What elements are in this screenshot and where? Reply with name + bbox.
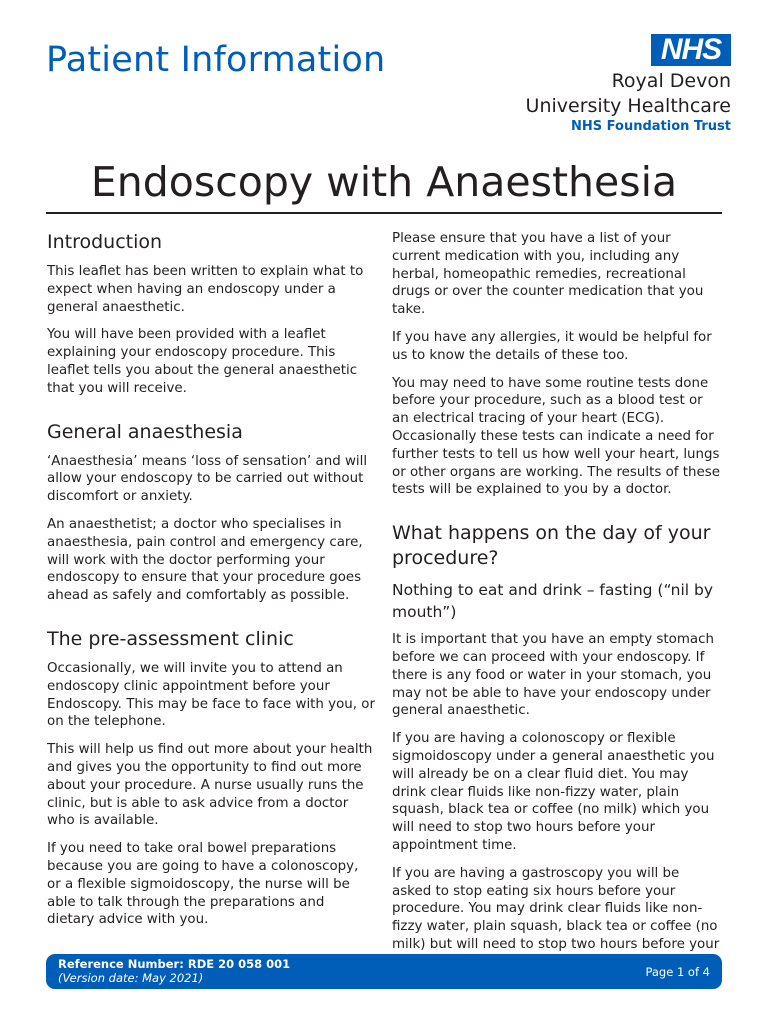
routine-tests-paragraph: You may need to have some routine tests done before your procedure, such as a blood test or an electrical tracing of your heart (ECG). Occasionally these tests can indicate a need for further tests to tell us how well your heart, lungs or other organs are working. The results of these tests will be explained to you by a doctor. bbox=[392, 375, 720, 498]
nhs-logo: NHS bbox=[651, 34, 731, 66]
pre-assessment-paragraph-2: This will help us find out more about your health and gives you the opportunity to find out more about your procedure. A nurse usually runs the clinic, but is able to ask advice from a doctor who is available. bbox=[47, 742, 373, 829]
document-title: Endoscopy with Anaesthesia bbox=[90, 158, 678, 206]
organisation-name bbox=[526, 69, 731, 135]
org-name-line1: Royal Devon bbox=[611, 70, 731, 92]
day-of-procedure-heading: What happens on the day of your procedure? bbox=[392, 522, 711, 570]
footer-bar bbox=[46, 954, 722, 989]
pre-assessment-paragraph-3: If you need to take oral bowel preparations because you are going to have a colonoscopy, or a flexible sigmoidoscopy, the nurse will be able to talk through the preparations and dietary advice with you. bbox=[47, 841, 359, 928]
gastroscopy-fasting-paragraph: If you are having a gastroscopy you will be asked to stop eating six hours before your procedure. You may drink clear fluids like non-fizzy water, plain squash, black tea or coffee (no milk) but will need to stop two hours before your bbox=[392, 865, 720, 952]
reference-number: Reference Number: RDE 20 058 001 bbox=[58, 957, 291, 971]
org-name-line2: University Healthcare bbox=[525, 95, 731, 117]
general-anaesthesia-paragraph-2: An anaesthetist; a doctor who specialises in anaesthesia, pain control and emergency care, will work with the doctor performing your endoscopy to ensure that your procedure goes ahead as safely and comfortably as possible. bbox=[47, 516, 363, 604]
introduction-paragraph-2: You will have been provided with a leaflet explaining your endoscopy procedure. This leaflet tells you about the general anaesthetic that you will receive. bbox=[47, 327, 358, 396]
general-anaesthesia-heading: General anaesthesia bbox=[47, 420, 243, 443]
general-anaesthesia-paragraph-1: ‘Anaesthesia’ means ‘loss of sensation’ and will allow your endoscopy to be carried out without discomfort or anxiety. bbox=[47, 453, 368, 505]
right-column bbox=[392, 230, 720, 982]
pre-assessment-paragraph-1: Occasionally, we will invite you to attend an endoscopy clinic appointment before your Endoscopy. This may be face to face with you, or on the telephone. bbox=[47, 660, 375, 730]
introduction-paragraph-1: This leaflet has been written to explain what to expect when having an endoscopy under a general anaesthetic. bbox=[47, 264, 364, 315]
medication-paragraph: Please ensure that you have a list of your current medication with you, including any herbal, homeopathic remedies, recreational drugs or over the counter medication that you take. bbox=[392, 231, 704, 318]
left-column bbox=[47, 230, 375, 939]
org-name-line3: NHS Foundation Trust bbox=[571, 119, 731, 134]
version-date: (Version date: May 2021) bbox=[58, 971, 204, 985]
colonoscopy-fasting-paragraph: If you are having a colonoscopy or flexible sigmoidoscopy under a general anaesthetic you will already be on a clear fluid diet. You may drink clear fluids like non-fizzy water, plain squash, black tea or coffee (no milk) which you will need to stop two hours before your appointment time. bbox=[392, 731, 715, 853]
title-divider bbox=[46, 212, 722, 214]
page-number: Page 1 of 4 bbox=[645, 965, 710, 979]
introduction-heading: Introduction bbox=[47, 231, 163, 253]
allergies-paragraph: If you have any allergies, it would be helpful for us to know the details of these too. bbox=[392, 329, 712, 363]
fasting-subheading: Nothing to eat and drink – fasting (“nil by mouth”) bbox=[392, 581, 714, 622]
empty-stomach-paragraph: It is important that you have an empty stomach before we can proceed with your endoscopy. If there is any food or water in your stomach, you may not be able to have your endoscopy under general anaesthetic. bbox=[392, 632, 714, 719]
pre-assessment-heading: The pre-assessment clinic bbox=[47, 627, 294, 650]
category-title: Patient Information bbox=[46, 40, 386, 80]
